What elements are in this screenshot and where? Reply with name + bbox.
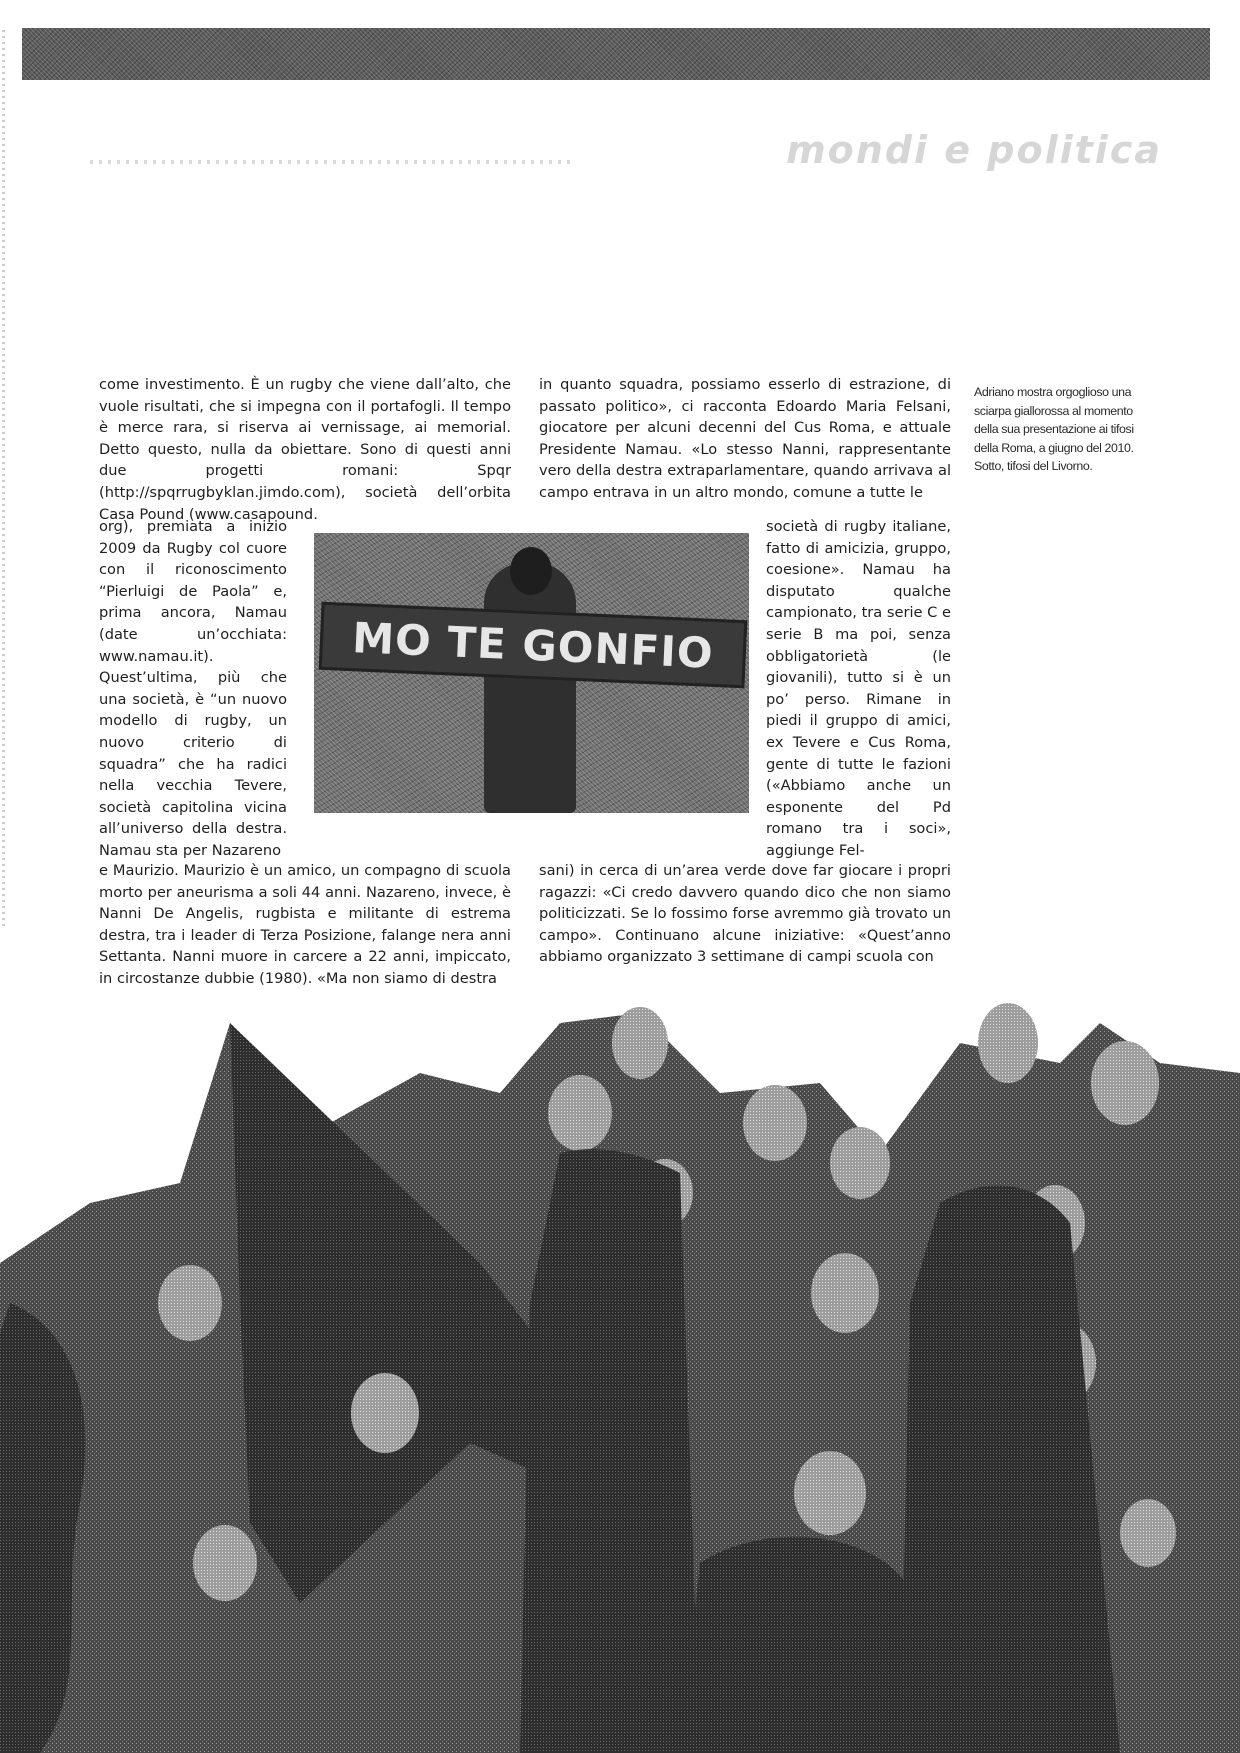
paragraph: e Maurizio. Maurizio è un amico, un compagno di scuola morto per aneurisma a soli 44 anni. Nazareno, invece, è Nanni De Angelis, rugbista e militante di estrema destra, tra i leader di Terza Posizione, falange nera anni Settanta. Nanni muore in carcere a 22 anni, impiccato, in circostanze dubbie (1980). «Ma non siamo di destra — [99, 862, 511, 987]
article-column-1-bottom — [99, 860, 511, 990]
article-column-1-narrow — [99, 516, 287, 862]
article-column-1-top — [99, 374, 511, 525]
article-column-2-bottom — [539, 860, 951, 968]
article-column-2-narrow — [766, 516, 951, 862]
paragraph: in quanto squadra, possiamo esserlo di estrazione, di passato politico», ci racconta Edoardo Maria Felsani, giocatore per alcuni decenni del Cus Roma, e attuale Presidente Namau. «Lo stesso Nanni, rappresentante vero della destra extraparlamentare, quando arrivava al campo entrava in un altro mondo, comune a tutte le — [539, 376, 951, 501]
player-head — [510, 547, 552, 595]
article-column-2-top — [539, 374, 951, 504]
photo-caption: Adriano mostra orgoglioso una sciarpa giallorossa al momento della sua presentazione ai tifosi della Roma, a giugno del 2010. Sotto, tifosi del Livorno. — [974, 385, 1134, 473]
fans-crowd-photo — [0, 1003, 1240, 1753]
section-title: mondi e politica — [786, 128, 1162, 172]
player-figure — [484, 563, 576, 813]
header-rule — [90, 160, 570, 164]
header-band — [22, 28, 1210, 80]
fans-crowd-illustration — [0, 1003, 1240, 1753]
player-scarf-photo — [314, 533, 749, 813]
paragraph: org), premiata a inizio 2009 da Rugby col cuore con il riconoscimento “Pierluigi de Paola” e, prima ancora, Namau (date un’occhiata: www.namau.it). Quest’ultima, più che una società, è “un nuovo modello di rugby, un nuovo criterio di squadra” che ha radici nella vecchia Tevere, società capitolina vicina all’universo della destra. Namau sta per Nazareno — [99, 518, 287, 859]
paragraph: sani) in cerca di un’area verde dove far giocare i propri ragazzi: «Ci credo davvero quando dico che non siamo politicizzati. Se lo fossimo forse avremmo già trovato un campo». Continuano alcune iniziative: «Quest’anno abbiamo organizzato 3 settimane di campi scuola con — [539, 862, 951, 966]
scan-edge — [2, 30, 5, 930]
paragraph: società di rugby italiane, fatto di amicizia, gruppo, coesione». Namau ha disputato qualche campionato, tra serie C e serie B ma poi, senza obbligatorietà (le giovanili), tutto si è un po’ perso. Rimane in piedi il gruppo di amici, ex Tevere e Cus Roma, gente di tutte le fazioni («Abbiamo anche un esponente del Pd romano tra i soci», aggiunge Fel- — [766, 518, 951, 859]
scarf-text: MO TE GONFIO — [351, 612, 715, 678]
paragraph: come investimento. È un rugby che viene dall’alto, che vuole risultati, che si impegna con il portafogli. Il tempo è merce rara, si riserva ai vernissage, ai memorial. Detto questo, nulla da obiettare. Sono di questi anni due progetti romani: Spqr (http://spqrrugbyklan.jimdo.com), società dell’orbita Casa Pound (www.casapound. — [99, 376, 511, 523]
scarf — [319, 602, 748, 689]
